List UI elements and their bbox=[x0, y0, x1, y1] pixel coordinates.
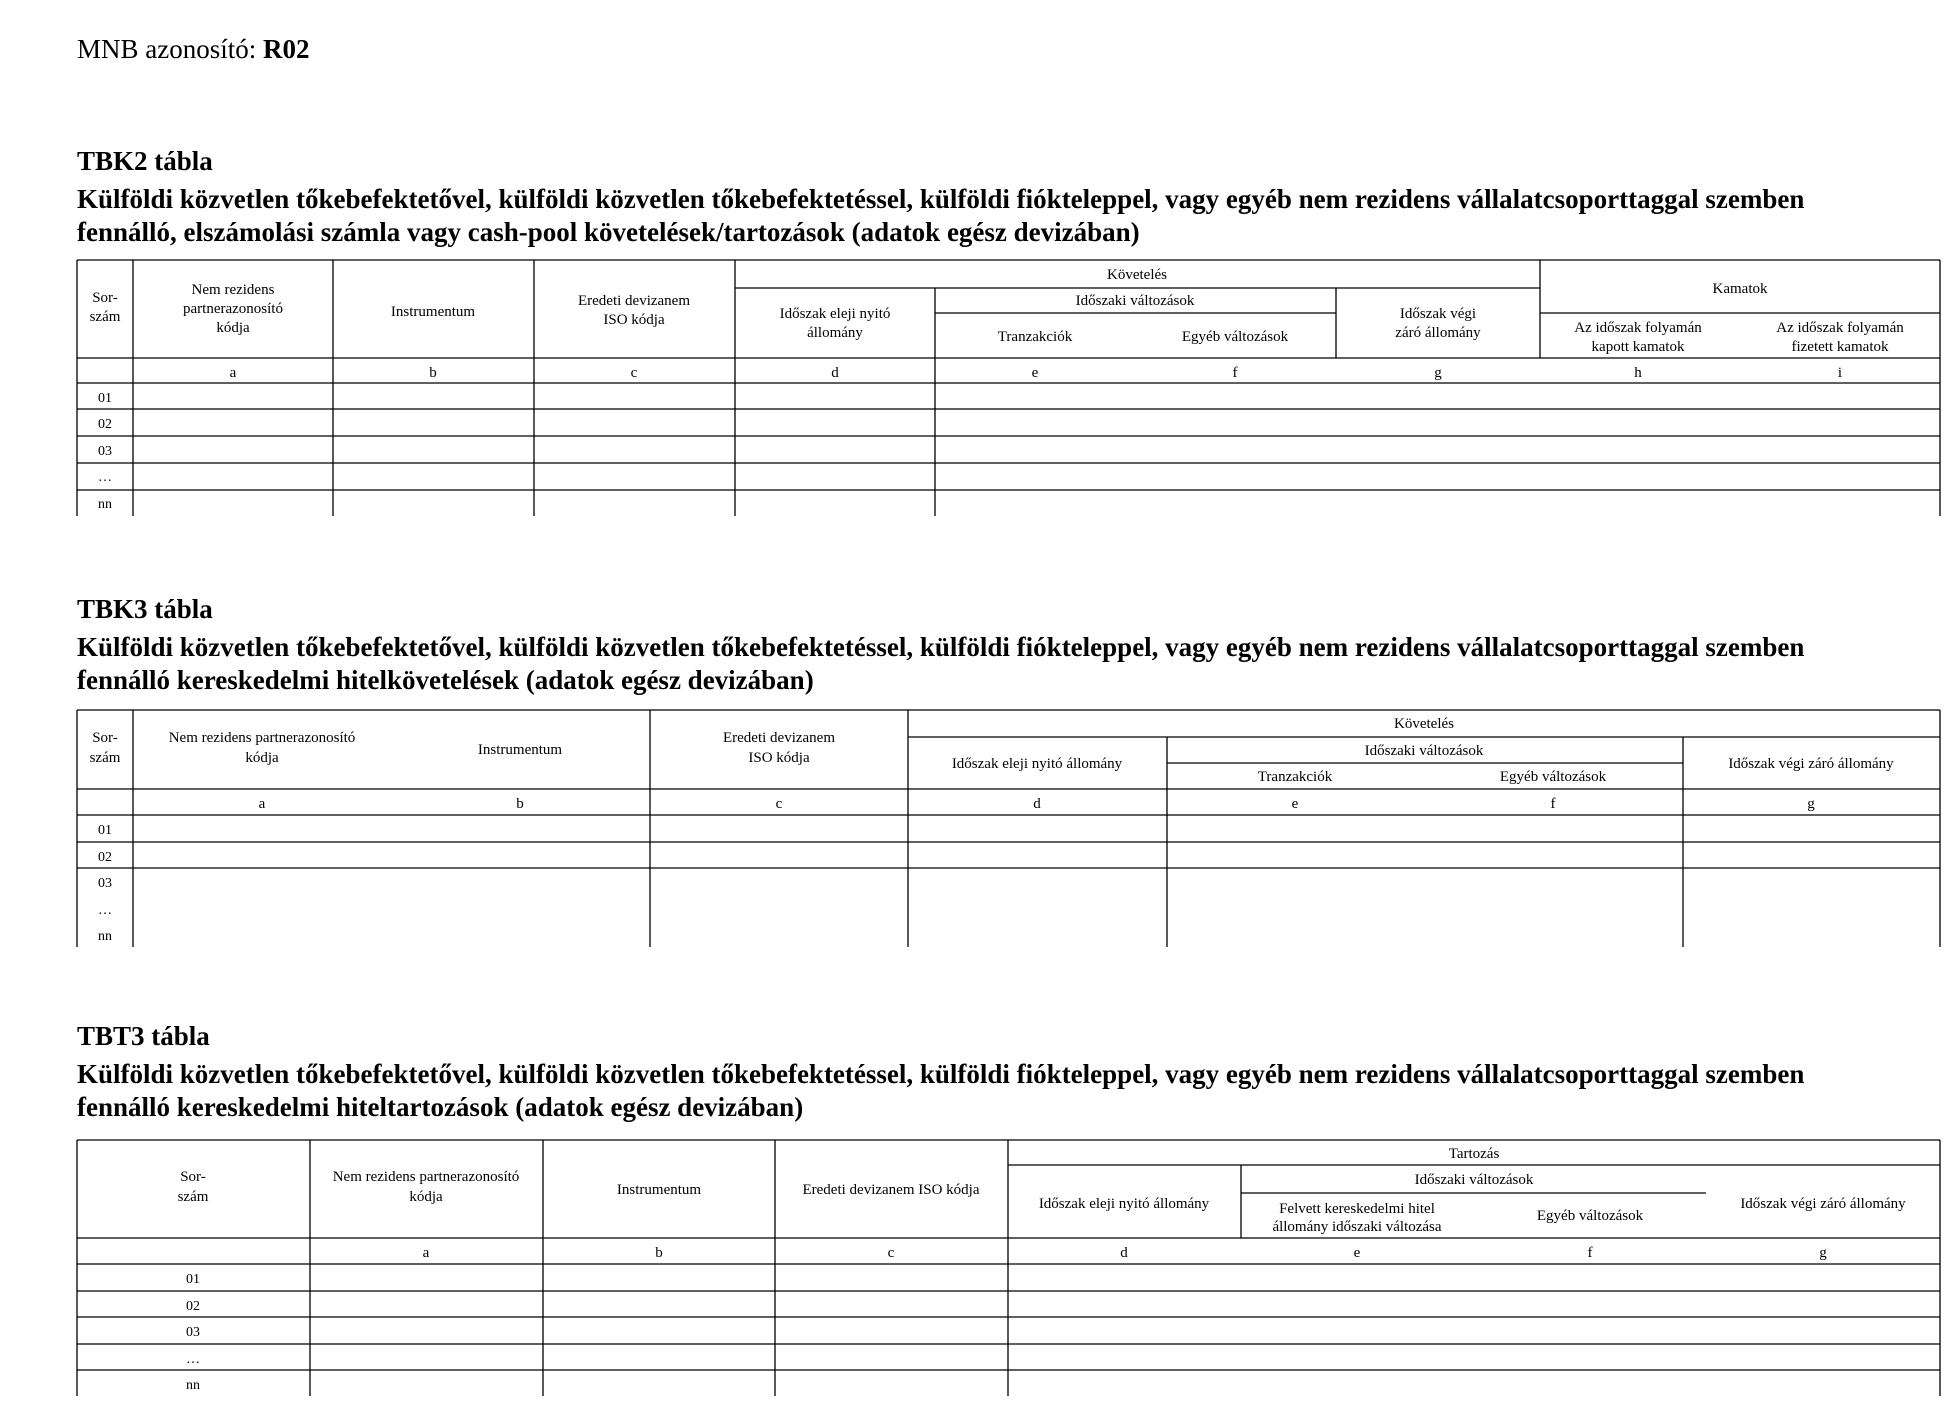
tbk3-col-letter: f bbox=[1550, 796, 1556, 812]
tbk3-h-sor2: szám bbox=[89, 750, 121, 766]
tbk2-h-kamatok: Kamatok bbox=[1712, 281, 1768, 297]
tbt3-h-partner2: kódja bbox=[409, 1189, 443, 1205]
tbt3-col-letter: c bbox=[887, 1245, 895, 1261]
tbk2-h-kapott1: Az időszak folyamán bbox=[1574, 320, 1702, 336]
tbk3-h-kovetel: Követelés bbox=[1394, 716, 1454, 732]
tbk2-h-partner3: kódja bbox=[216, 320, 250, 336]
tbk2-col-letter: d bbox=[831, 365, 839, 381]
tbk2-h-zaro2: záró állomány bbox=[1395, 325, 1481, 341]
mnb-label: MNB azonosító: bbox=[77, 34, 263, 64]
tbk2-subtitle-line1: Külföldi közvetlen tőkebefektetővel, külföldi közvetlen tőkebefektetéssel, külföldi fiókteleppel, vagy egyéb nem rezidens vállalatcsoporttaggal szemben bbox=[77, 184, 1805, 214]
tbk2-title: TBK2 tábla bbox=[77, 146, 213, 176]
tbk3-col-letter: e bbox=[1291, 796, 1299, 812]
tbk2-col-letter: f bbox=[1232, 365, 1238, 381]
tbk2-row-number: 01 bbox=[98, 391, 112, 406]
tbk3-h-nyito: Időszak eleji nyitó állomány bbox=[951, 756, 1123, 772]
tbt3-h-felvett2: állomány időszaki változása bbox=[1272, 1219, 1442, 1235]
tbk3-h-egyeb: Egyéb változások bbox=[1499, 769, 1607, 785]
tbk3-title: TBK3 tábla bbox=[77, 594, 213, 624]
tbk2-h-instrument: Instrumentum bbox=[390, 304, 476, 320]
tbt3-h-egyeb: Egyéb változások bbox=[1536, 1208, 1644, 1224]
tbk3-h-partner2: kódja bbox=[245, 750, 279, 766]
tbt3-h-instrument: Instrumentum bbox=[616, 1182, 702, 1198]
tbk3-h-valtozasok: Időszaki változások bbox=[1364, 743, 1484, 759]
tbk2-h-nyito1: Időszak eleji nyitó bbox=[779, 306, 891, 322]
tbk2-h-fizet1: Az időszak folyamán bbox=[1776, 320, 1904, 336]
tbk2-subtitle-line2: fennálló, elszámolási számla vagy cash-pool követelések/tartozások (adatok egész devizában) bbox=[77, 217, 1140, 247]
tbk3-h-partner1: Nem rezidens partnerazonosító bbox=[168, 730, 356, 746]
tbt3-h-iso: Eredeti devizanem ISO kódja bbox=[802, 1182, 980, 1198]
tbk3-col-letter: c bbox=[775, 796, 783, 812]
tbk2-row-number: 02 bbox=[98, 417, 112, 432]
tbk2-h-zaro1: Időszak végi bbox=[1399, 306, 1477, 322]
tbk3-row-number: 01 bbox=[98, 823, 112, 838]
tbk3-row-number: 02 bbox=[98, 850, 112, 865]
tbt3-subtitle-line1: Külföldi közvetlen tőkebefektetővel, külföldi közvetlen tőkebefektetéssel, külföldi fiókteleppel, vagy egyéb nem rezidens vállalatcsoporttaggal szemben bbox=[77, 1059, 1805, 1089]
tbk2-row-number: 03 bbox=[98, 444, 112, 459]
tbt3-table bbox=[77, 1140, 1940, 1396]
tbk2-col-letter: g bbox=[1434, 365, 1442, 381]
tbk3-col-letter: a bbox=[258, 796, 266, 812]
tbk3-h-zaro: Időszak végi záró állomány bbox=[1728, 756, 1894, 772]
tbt3-h-valtozasok: Időszaki változások bbox=[1414, 1172, 1534, 1188]
tbk2-table bbox=[77, 260, 1940, 516]
tbk2-col-letter: i bbox=[1837, 365, 1843, 381]
tbk3-table bbox=[77, 710, 1940, 947]
tbt3-h-felvett1: Felvett kereskedelmi hitel bbox=[1279, 1201, 1435, 1217]
tbk3-h-sor1: Sor- bbox=[92, 730, 118, 746]
tbt3-title: TBT3 tábla bbox=[77, 1021, 210, 1051]
tbk3-col-letter: b bbox=[516, 796, 524, 812]
tbt3-subtitle-line2: fennálló kereskedelmi hiteltartozások (adatok egész devizában) bbox=[77, 1092, 804, 1122]
tbk2-h-sor1: Sor- bbox=[92, 290, 118, 306]
tbk2-h-fizet2: fizetett kamatok bbox=[1791, 339, 1889, 355]
tbt3-col-letter: d bbox=[1120, 1245, 1128, 1261]
tbt3-col-letter: b bbox=[655, 1245, 663, 1261]
tbk2-h-iso2: ISO kódja bbox=[603, 312, 665, 328]
tbk3-row-number: … bbox=[98, 903, 112, 918]
tbk3-h-tranzakciok: Tranzakciók bbox=[1257, 769, 1333, 785]
tbk3-h-iso1: Eredeti devizanem bbox=[722, 730, 836, 746]
tbt3-row-number: nn bbox=[186, 1378, 200, 1393]
tbt3-row-number: 01 bbox=[186, 1272, 200, 1287]
tbk2-h-iso1: Eredeti devizanem bbox=[577, 293, 691, 309]
tbt3-h-sor1: Sor- bbox=[180, 1169, 206, 1185]
tbk2-col-letter: e bbox=[1031, 365, 1039, 381]
tbt3-col-letter: g bbox=[1819, 1245, 1827, 1261]
tbk2-h-nyito2: állomány bbox=[807, 325, 863, 341]
tbk2-col-letter: b bbox=[429, 365, 437, 381]
tbt3-row-number: 03 bbox=[186, 1325, 200, 1340]
tbt3-h-nyito: Időszak eleji nyitó állomány bbox=[1038, 1196, 1210, 1212]
tbt3-col-letter: f bbox=[1587, 1245, 1593, 1261]
tbt3-h-sor2: szám bbox=[177, 1189, 209, 1205]
tbt3-row-number: … bbox=[186, 1352, 200, 1367]
tbt3-h-partner1: Nem rezidens partnerazonosító bbox=[332, 1169, 520, 1185]
tbk2-h-partner1: Nem rezidens bbox=[191, 282, 275, 298]
tbt3-row-number: 02 bbox=[186, 1299, 200, 1314]
tbk2-col-letter: c bbox=[630, 365, 638, 381]
tbk2-h-partner2: partnerazonosító bbox=[183, 301, 283, 317]
tbk2-row-number: nn bbox=[98, 497, 112, 512]
tbk2-h-kovetel: Követelés bbox=[1107, 267, 1167, 283]
tbk3-h-instrument: Instrumentum bbox=[477, 742, 563, 758]
tbk2-col-letter: a bbox=[229, 365, 237, 381]
tbt3-col-letter: e bbox=[1353, 1245, 1361, 1261]
tbk2-h-egyeb: Egyéb változások bbox=[1181, 329, 1289, 345]
tbt3-col-letter: a bbox=[422, 1245, 430, 1261]
mnb-code: R02 bbox=[263, 34, 310, 64]
tbk3-row-number: nn bbox=[98, 929, 112, 944]
tbk3-col-letter: d bbox=[1033, 796, 1041, 812]
tbt3-h-tartozas: Tartozás bbox=[1448, 1146, 1500, 1162]
tbk2-h-kapott2: kapott kamatok bbox=[1591, 339, 1685, 355]
tbk3-col-letter: g bbox=[1807, 796, 1815, 812]
tbt3-subtitle bbox=[77, 1058, 1945, 1124]
tbk2-h-valtozasok: Időszaki változások bbox=[1075, 293, 1195, 309]
tbk3-subtitle-line1: Külföldi közvetlen tőkebefektetővel, külföldi közvetlen tőkebefektetéssel, külföldi fiókteleppel, vagy egyéb nem rezidens vállalatcsoporttaggal szemben bbox=[77, 632, 1805, 662]
tbk3-h-iso2: ISO kódja bbox=[748, 750, 810, 766]
tbt3-h-zaro: Időszak végi záró állomány bbox=[1740, 1196, 1906, 1212]
tbk2-col-letter: h bbox=[1634, 365, 1642, 381]
tbk3-row-number: 03 bbox=[98, 876, 112, 891]
tbk2-h-tranzakciok: Tranzakciók bbox=[997, 329, 1073, 345]
tbk3-subtitle-line2: fennálló kereskedelmi hitelkövetelések (adatok egész devizában) bbox=[77, 665, 814, 695]
tbk2-row-number: … bbox=[98, 470, 112, 485]
tbk3-subtitle bbox=[77, 631, 1945, 697]
tbk2-h-sor2: szám bbox=[89, 309, 121, 325]
